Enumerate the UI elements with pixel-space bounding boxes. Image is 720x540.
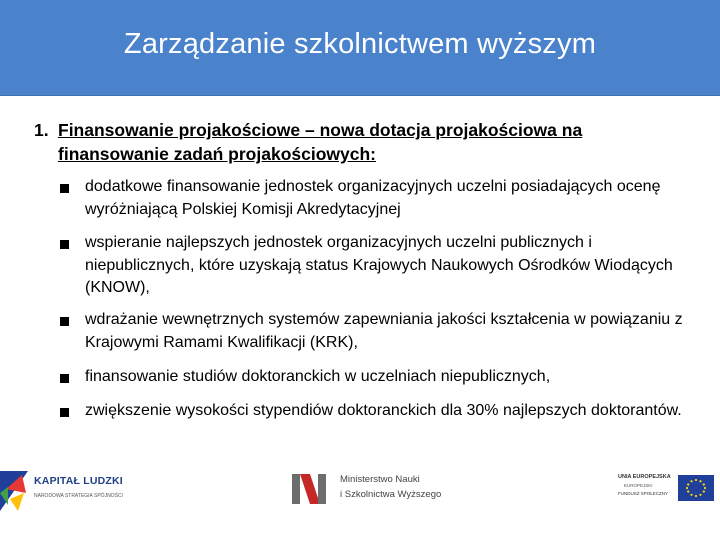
square-bullet-icon (60, 240, 69, 249)
square-bullet-icon (60, 408, 69, 417)
bullet-text: zwiększenie wysokości stypendiów doktoranckich dla 30% najlepszych doktorantów. (85, 402, 682, 419)
heading-text: Finansowanie projakościowe – nowa dotacja projakościowa na finansowanie zadań projakościowych: (58, 120, 583, 164)
eu-fund-label-1: EUROPEJSKI (624, 483, 653, 488)
kapital-ludzki-subtitle: NARODOWA STRATEGIA SPÓJNOŚCI (34, 493, 123, 499)
bullet-text: wdrażanie wewnętrznych systemów zapewniania jakości kształcenia w powiązaniu z Krajowymi Ramami Kwalifikacji (KRK), (85, 311, 683, 351)
bullet-text: wspieranie najlepszych jednostek organizacyjnych uczelni publicznych i niepublicznych, które uzyskają status Krajowych Naukowych Ośrodków Wiodących (KNOW), (85, 234, 673, 296)
footer-logos (0, 455, 720, 540)
bullet-item (60, 400, 700, 423)
eu-fund-label-2: FUNDUSZ SPOŁECZNY (618, 491, 669, 496)
eu-logo (614, 471, 714, 507)
eu-flag-icon (678, 475, 714, 501)
kapital-ludzki-logo (0, 463, 130, 513)
ministerstwo-logo (292, 469, 442, 509)
ministerstwo-line1: Ministerstwo Nauki (340, 474, 420, 485)
bullet-item (60, 309, 700, 354)
bullet-text: dodatkowe finansowanie jednostek organizacyjnych uczelni posiadających ocenę wyróżniającą Polskiej Komisji Akredytacyjnej (85, 178, 661, 218)
slide-title: Zarządzanie szkolnictwem wyższym (123, 28, 597, 60)
ministerstwo-name (340, 472, 441, 502)
bullet-item (60, 176, 700, 221)
eu-union-label: UNIA EUROPEJSKA (618, 474, 671, 480)
square-bullet-icon (60, 374, 69, 383)
heading-number: 1. (34, 120, 49, 140)
bullet-item (60, 366, 700, 389)
section-heading (34, 118, 694, 166)
bullet-item (60, 232, 700, 300)
kapital-ludzki-emblem-icon (0, 463, 32, 513)
square-bullet-icon (60, 317, 69, 326)
kapital-ludzki-name: KAPITAŁ LUDZKI (34, 475, 123, 487)
ministerstwo-emblem-icon (292, 474, 328, 504)
square-bullet-icon (60, 184, 69, 193)
title-bar (0, 0, 720, 96)
ministerstwo-line2: i Szkolnictwa Wyższego (340, 489, 442, 500)
bullet-text: finansowanie studiów doktoranckich w uczelniach niepublicznych, (85, 368, 551, 385)
